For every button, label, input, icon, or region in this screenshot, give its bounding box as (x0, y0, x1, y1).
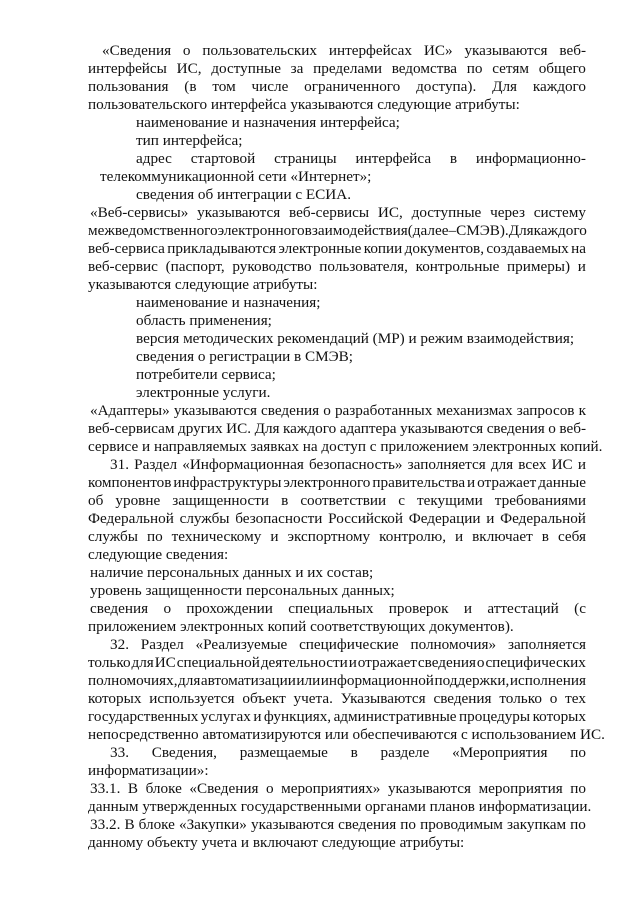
text-line: версия методических рекомендаций (МР) и режим взаимодействия; (136, 330, 575, 347)
text-line: государственных услугах и функциях, административные процедуры которых (88, 708, 586, 725)
text-line: наличие персональных данных и их состав; (90, 564, 374, 581)
text-line: которых используется объект учета. Указываются сведения только о тех (88, 690, 586, 707)
text-line: компонентов инфраструктуры электронного правительства и отражает данные (88, 474, 586, 491)
text-line: тип интерфейса; (136, 132, 243, 149)
text-line: пользовательского интерфейса указываются следующие атрибуты: (88, 96, 520, 113)
text-line: Федеральной службы безопасности Российской Федерации и Федеральной (88, 510, 586, 527)
text-line: уровень защищенности персональных данных; (90, 582, 395, 599)
text-line: адрес стартовой страницы интерфейса в информационно- (136, 150, 586, 167)
text-line: данным утвержденных государственными органами планов информатизации. (88, 798, 592, 815)
text-line: 33.1. В блоке «Сведения о мероприятиях» указываются мероприятия по (90, 780, 586, 797)
text-line: информатизации»: (88, 762, 209, 779)
text-line: наименование и назначения; (136, 294, 321, 311)
text-line: сведения о прохождении специальных проверок и аттестаций (с (90, 600, 586, 617)
text-line: веб-сервисам других ИС. Для каждого адаптера указываются сведения о веб- (88, 420, 586, 437)
text-line: межведомственного электронного взаимодействия (далее – СМЭВ). Для каждого (88, 222, 587, 239)
text-line: телекоммуникационной сети «Интернет»; (100, 168, 372, 185)
text-line: следующие сведения: (88, 546, 229, 563)
text-line: 33. Сведения, размещаемые в разделе «Мероприятия по (110, 744, 586, 761)
text-line: приложением электронных копий соответствующих документов). (88, 618, 514, 635)
text-line: «Веб-сервисы» указываются веб-сервисы ИС, доступные через систему (90, 204, 586, 221)
text-line: электронные услуги. (136, 384, 271, 401)
text-line: сведения об интеграции с ЕСИА. (136, 186, 352, 203)
text-line: пользования (в том числе ограниченного доступа). Для каждого (88, 78, 586, 95)
text-line: только для ИС специальной деятельности и отражает сведения о специфических (88, 654, 586, 671)
text-line: 32. Раздел «Реализуемые специфические полномочия» заполняется (110, 636, 586, 653)
text-line: сервисе и направляемых заявках на доступ с приложением электронных копий. (88, 438, 603, 455)
text-line: наименование и назначения интерфейса; (136, 114, 400, 131)
text-line: полномочиях, для автоматизации или информационной поддержки, исполнения (88, 672, 586, 689)
document-page (88, 42, 605, 852)
text-line: потребители сервиса; (136, 366, 276, 383)
text-line: данному объекту учета и включают следующие атрибуты: (88, 834, 465, 851)
text-line: 33.2. В блоке «Закупки» указываются сведения по проводимым закупкам по (90, 816, 586, 833)
text-line: 31. Раздел «Информационная безопасность» заполняется для всех ИС и (110, 456, 586, 473)
text-line: веб-сервис (паспорт, руководство пользователя, контрольные примеры) и (88, 258, 586, 275)
text-line: веб-сервиса прикладываются электронные копии документов, создаваемых на (88, 240, 586, 257)
text-line: указываются следующие атрибуты: (88, 276, 318, 293)
text-line: непосредственно автоматизируются или обеспечиваются с использованием ИС. (88, 726, 605, 743)
text-line: «Адаптеры» указываются сведения о разработанных механизмах запросов к (90, 402, 586, 419)
text-line: область применения; (136, 312, 272, 329)
text-line: сведения о регистрации в СМЭВ; (136, 348, 354, 365)
text-line: интерфейсы ИС, доступные за пределами ведомства по сетям общего (88, 60, 586, 77)
text-line: об уровне защищенности в соответствии с текущими требованиями (88, 492, 586, 509)
text-line: «Сведения о пользовательских интерфейсах ИС» указываются веб- (102, 42, 586, 59)
text-line: службы по техническому и экспортному контролю, и включает в себя (88, 528, 586, 545)
